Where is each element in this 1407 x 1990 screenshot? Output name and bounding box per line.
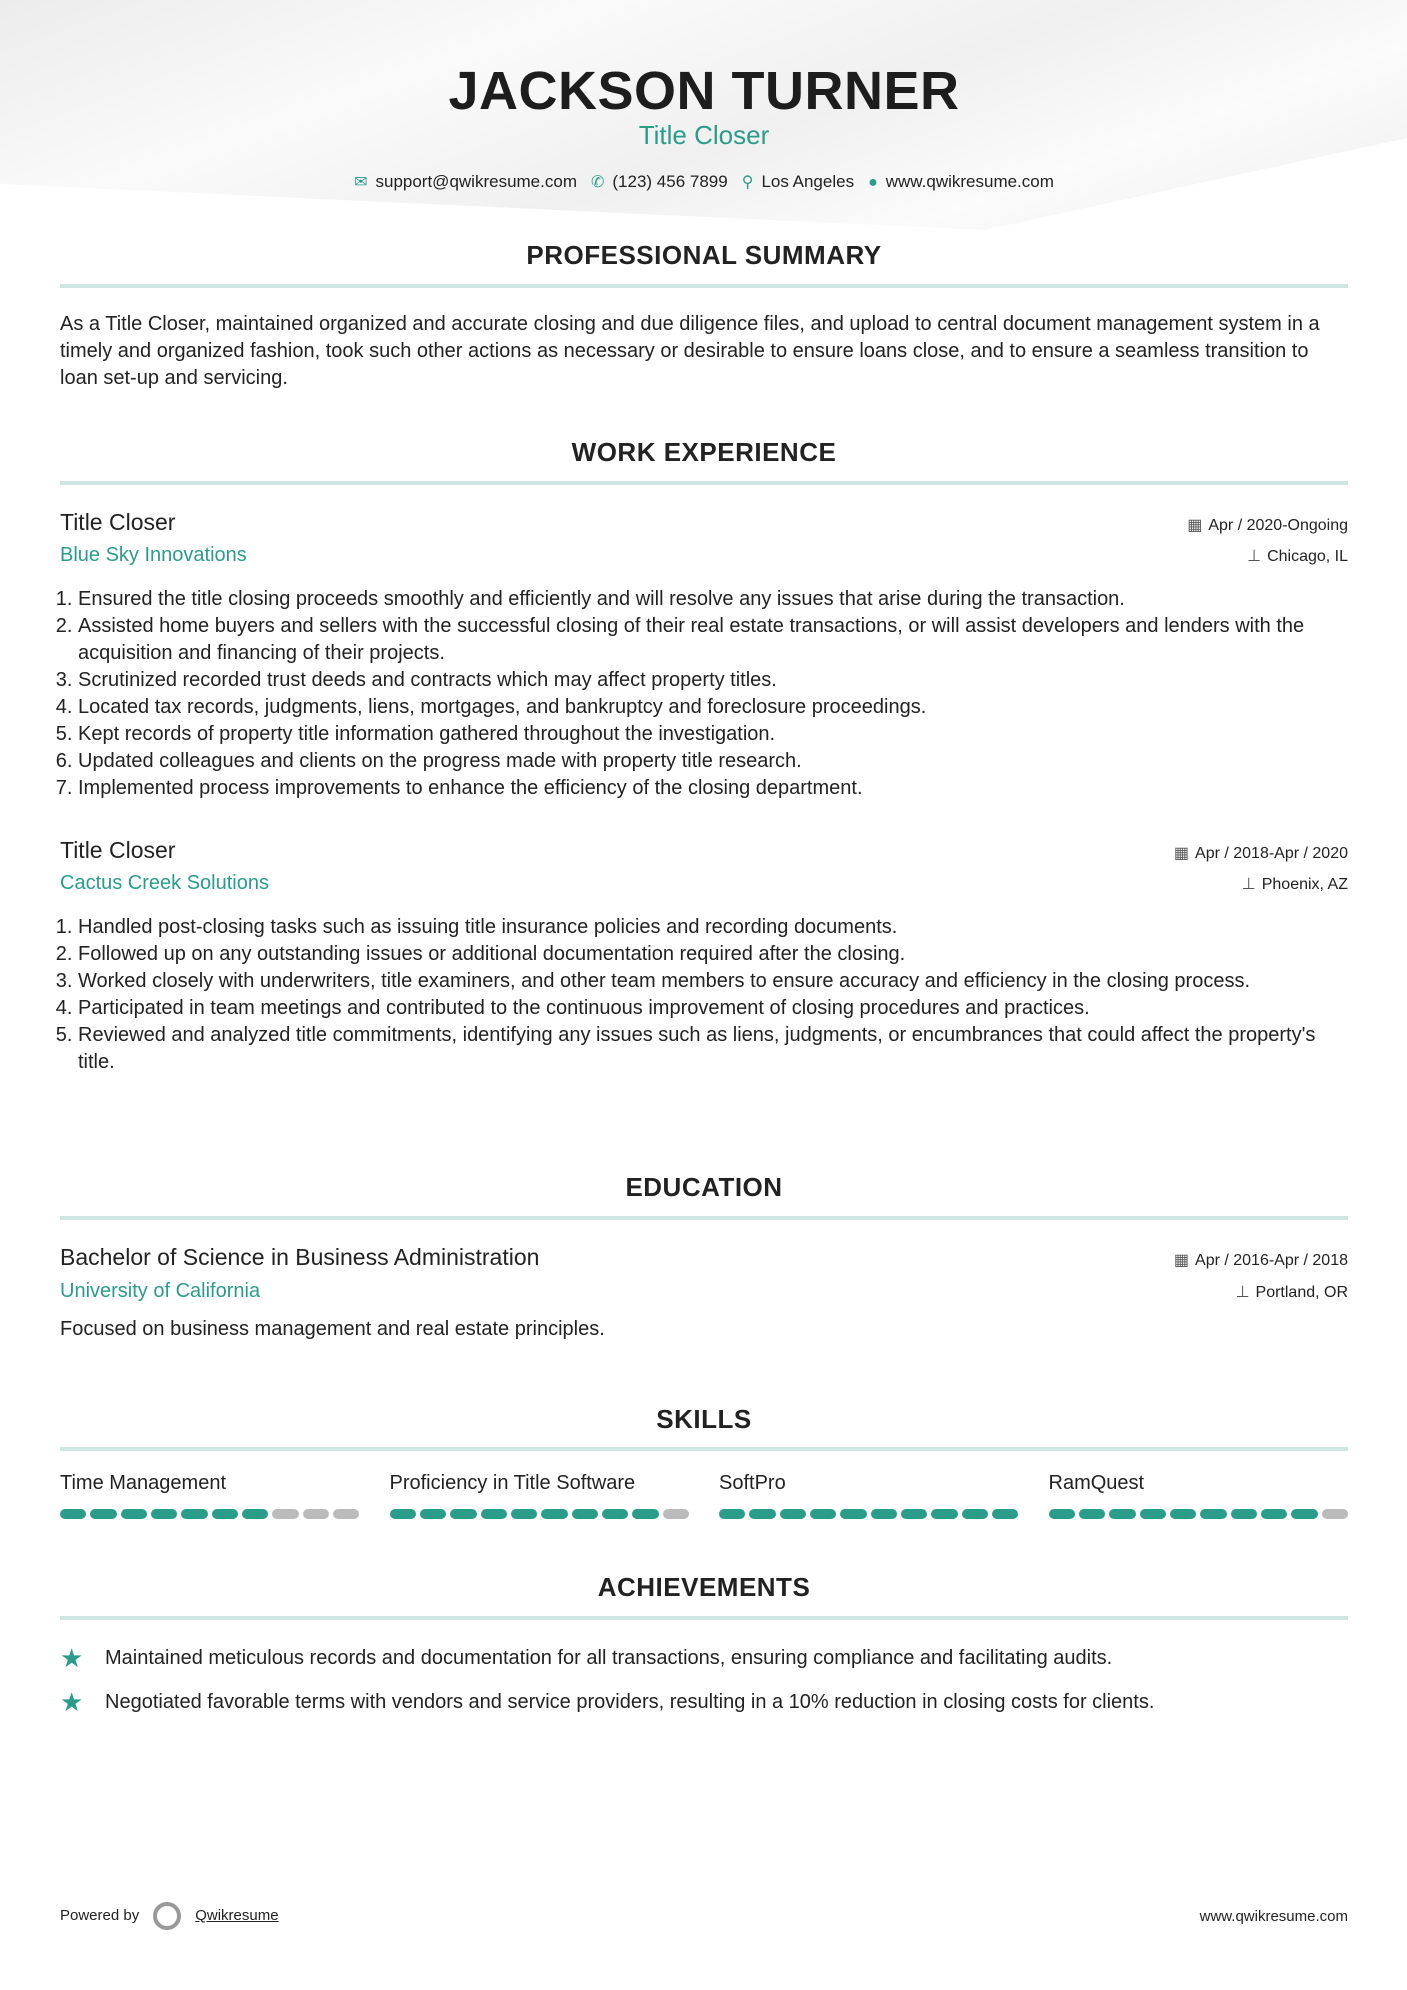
skill-name: RamQuest	[1048, 1472, 1145, 1494]
contact-email[interactable]: ✉ support@qwikresume.com	[354, 172, 577, 191]
skill-level-segment	[1140, 1509, 1166, 1519]
education-location: Portland, OR	[1255, 1284, 1348, 1301]
skill-level-segment	[181, 1509, 207, 1519]
list-item: 1. Ensured the title closing proceeds smoothly and efficiently and will resolve any issues that arise during the transaction.	[78, 586, 1348, 613]
list-item: 2. Followed up on any outstanding issues or additional documentation required after the closing.	[78, 941, 1348, 968]
achievement-item: ★ Negotiated favorable terms with vendors and service providers, resulting in a 10% reduction in closing costs for clients.	[60, 1687, 1155, 1717]
skill-level-segment	[420, 1509, 446, 1519]
envelope-icon: ✉	[354, 174, 368, 191]
divider	[60, 1216, 1348, 1220]
education-description: Focused on business management and real estate principles.	[60, 1318, 605, 1340]
skill-level-segment	[719, 1509, 745, 1519]
job-bullets	[60, 914, 1348, 1076]
skills-list	[60, 1472, 1348, 1519]
skill-name: SoftPro	[719, 1472, 786, 1494]
star-icon: ★	[60, 1643, 84, 1673]
qwikresume-logo-icon	[153, 1902, 181, 1930]
footer-website[interactable]: www.qwikresume.com	[1199, 1907, 1348, 1925]
contact-bar	[60, 172, 1348, 192]
list-item: 4. Participated in team meetings and contributed to the continuous improvement of closing procedures and practices.	[78, 995, 1348, 1022]
skill-level-segment	[962, 1509, 988, 1519]
skill-level-segment	[151, 1509, 177, 1519]
contact-location: ⚲ Los Angeles	[741, 172, 855, 191]
job-header	[60, 837, 1348, 864]
job-company: Cactus Creek Solutions	[60, 872, 269, 894]
skill-name: Time Management	[60, 1472, 226, 1494]
calendar-icon: ▦	[1187, 517, 1203, 534]
skill-level-segment	[572, 1509, 598, 1519]
skill-level-segment	[272, 1509, 298, 1519]
skill-level-segment	[1109, 1509, 1135, 1519]
section-heading-summary: PROFESSIONAL SUMMARY	[526, 240, 882, 270]
footer	[60, 1902, 1348, 1930]
pin-icon: ⊥	[1241, 876, 1256, 893]
section-heading-skills: SKILLS	[656, 1404, 752, 1434]
skill-level-segment	[632, 1509, 658, 1519]
skill-level-segment	[871, 1509, 897, 1519]
skill-level-segment	[121, 1509, 147, 1519]
school: University of California	[60, 1280, 261, 1302]
phone-icon: ✆	[590, 174, 605, 191]
skill-level-bar	[60, 1509, 360, 1519]
skill-item	[1049, 1472, 1349, 1519]
skill-level-bar	[719, 1509, 1019, 1519]
job-title: Title Closer	[60, 837, 176, 863]
job-location: Phoenix, AZ	[1261, 876, 1348, 893]
skill-level-segment	[901, 1509, 927, 1519]
job-title: Title Closer	[60, 509, 176, 535]
globe-icon: ●	[868, 174, 878, 191]
job-header	[60, 509, 1348, 536]
divider	[60, 284, 1348, 288]
divider	[60, 481, 1348, 485]
section-heading-education: EDUCATION	[625, 1172, 783, 1202]
skill-level-bar	[390, 1509, 690, 1519]
skill-level-segment	[333, 1509, 359, 1519]
skill-level-segment	[390, 1509, 416, 1519]
list-item: 1. Handled post-closing tasks such as issuing title insurance policies and recording documents.	[78, 914, 1348, 941]
contact-website[interactable]: ● www.qwikresume.com	[868, 172, 1054, 191]
job-subheader	[60, 544, 1348, 567]
contact-phone: ✆ (123) 456 7899	[590, 172, 728, 191]
skill-level-segment	[90, 1509, 116, 1519]
skill-level-segment	[1261, 1509, 1287, 1519]
job-bullets	[60, 586, 1348, 802]
skill-level-segment	[1291, 1509, 1317, 1519]
skill-level-segment	[1049, 1509, 1075, 1519]
skill-level-bar	[1049, 1509, 1349, 1519]
skill-level-segment	[749, 1509, 775, 1519]
education-dates: Apr / 2016-Apr / 2018	[1195, 1252, 1348, 1269]
skill-level-segment	[1200, 1509, 1226, 1519]
skill-level-segment	[303, 1509, 329, 1519]
achievement-item: ★ Maintained meticulous records and documentation for all transactions, ensuring compliance and facilitating audits.	[60, 1643, 1113, 1673]
candidate-name: JACKSON TURNER	[448, 61, 960, 121]
skill-level-segment	[810, 1509, 836, 1519]
skill-level-segment	[450, 1509, 476, 1519]
calendar-icon: ▦	[1173, 1252, 1190, 1269]
skill-level-segment	[242, 1509, 268, 1519]
brand-link[interactable]: Qwikresume	[195, 1906, 279, 1924]
list-item: 5. Reviewed and analyzed title commitments, identifying any issues such as liens, judgments, or encumbrances that could affect the property's title.	[78, 1022, 1348, 1076]
list-item: 7. Implemented process improvements to enhance the efficiency of the closing department.	[78, 775, 1348, 802]
skill-level-segment	[1322, 1509, 1348, 1519]
skill-name: Proficiency in Title Software	[389, 1472, 636, 1494]
skill-level-segment	[780, 1509, 806, 1519]
skill-level-segment	[931, 1509, 957, 1519]
list-item: 5. Kept records of property title information gathered throughout the investigation.	[78, 721, 1348, 748]
summary-text: As a Title Closer, maintained organized and accurate closing and due diligence files, and upload to central document management system in a timely and organized fashion, took such other actions as necessary or desirable to ensure loans close, and to ensure a seamless transition to loan set-up and servicing.	[60, 313, 1320, 389]
list-item: 2. Assisted home buyers and sellers with the successful closing of their real estate transactions, or will assist developers and lenders with the acquisition and financing of their projects.	[78, 613, 1348, 667]
pin-icon: ⊥	[1247, 548, 1262, 565]
job-company: Blue Sky Innovations	[60, 544, 247, 566]
skill-level-segment	[481, 1509, 507, 1519]
skill-level-segment	[1170, 1509, 1196, 1519]
skill-level-segment	[663, 1509, 689, 1519]
skill-item	[390, 1472, 690, 1519]
job-subheader	[60, 872, 1348, 895]
powered-by-label: Powered by	[60, 1906, 140, 1924]
divider	[60, 1447, 1348, 1451]
list-item: 3. Scrutinized recorded trust deeds and contracts which may affect property titles.	[78, 667, 1348, 694]
skill-level-segment	[840, 1509, 866, 1519]
degree: Bachelor of Science in Business Administration	[60, 1244, 540, 1270]
pin-icon: ⊥	[1235, 1284, 1250, 1301]
skill-level-segment	[541, 1509, 567, 1519]
skill-level-segment	[60, 1509, 86, 1519]
section-heading-achievements: ACHIEVEMENTS	[597, 1572, 811, 1602]
list-item: 3. Worked closely with underwriters, title examiners, and other team members to ensure accuracy and efficiency in the closing process.	[78, 968, 1348, 995]
list-item: 4. Located tax records, judgments, liens, mortgages, and bankruptcy and foreclosure proceedings.	[78, 694, 1348, 721]
job-dates: Apr / 2018-Apr / 2020	[1195, 845, 1348, 862]
skill-level-segment	[511, 1509, 537, 1519]
skill-level-segment	[992, 1509, 1018, 1519]
skill-level-segment	[1079, 1509, 1105, 1519]
education-subheader	[60, 1280, 1348, 1303]
section-heading-experience: WORK EXPERIENCE	[571, 437, 837, 467]
skill-level-segment	[602, 1509, 628, 1519]
map-pin-icon: ⚲	[741, 174, 754, 191]
job-dates: Apr / 2020-Ongoing	[1208, 517, 1348, 534]
skill-level-segment	[212, 1509, 238, 1519]
skill-item	[719, 1472, 1019, 1519]
skill-item	[60, 1472, 360, 1519]
star-icon: ★	[60, 1687, 84, 1717]
list-item: 6. Updated colleagues and clients on the progress made with property title research.	[78, 748, 1348, 775]
skill-level-segment	[1231, 1509, 1257, 1519]
candidate-title: Title Closer	[638, 120, 770, 150]
calendar-icon: ▦	[1173, 845, 1190, 862]
job-location: Chicago, IL	[1267, 548, 1348, 565]
divider	[60, 1616, 1348, 1620]
education-header	[60, 1244, 1348, 1271]
